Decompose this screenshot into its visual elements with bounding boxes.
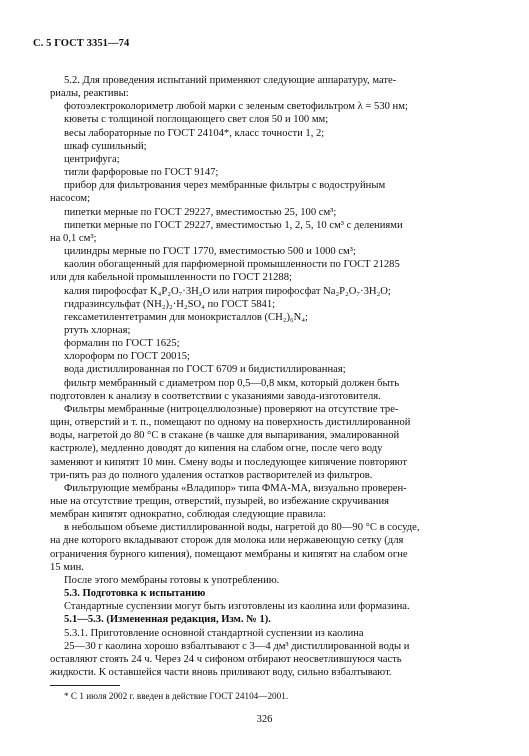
text-line: фильтр мембранный с диаметром пор 0,5—0,8 мкм, который должен быть [64,377,400,389]
text-line: воды, нагретой до 80 °С в стакане (в чашке для выпаривания, эмалированной [50,430,400,442]
text-line: на дне которого вкладывают сторож для молока или нержавеющую сетку (для [50,535,404,547]
text-line: 5.2. Для проведения испытаний применяют следующие аппаратуру, мате- [64,75,397,86]
text-line: цилиндры мерные по ГОСТ 1770, вместимостью 500 и 1000 см³; [64,246,356,258]
footnote: * С 1 июля 2002 г. введен в действие ГОСТ 24104—2001. [64,691,289,701]
text-line: гидразинсульфат (NH₂)₂·H₂SO₄ по ГОСТ 5841; [64,298,276,310]
text-line: После этого мембраны готовы к употреблению. [64,574,280,586]
text-line: жидкости. К оставшейся части вновь приливают воду, сильно взбалтывают. [50,667,392,679]
text-line: тигли фарфоровые по ГОСТ 9147; [64,167,219,179]
text-line: прибор для фильтрования через мембранные фильтры с водоструйным [64,180,386,192]
body-text [50,74,496,679]
text-line: центрифуга; [64,153,120,165]
text-line: Фильтры мембранные (нитроцеллюлозные) проверяют на отсутствие тре- [64,403,399,415]
page-number: 326 [256,714,273,725]
text-line: каолин обогащенный для парфюмерной промышленности по ГОСТ 21285 [64,259,400,271]
text-line: оставляют стоять 24 ч. Через 24 ч сифоном отбирают неосветлившуюся часть [50,653,402,665]
text-line: весы лабораторные по ГОСТ 24104*, класс точности 1, 2; [64,127,325,139]
text-line: шкаф сушильный; [64,140,147,152]
text-line: мембран кипятят однократно, соблюдая следующие правила: [50,509,326,521]
text-line: насосом; [50,193,91,205]
text-line: подготовлен к анализу в соответствии с указаниями завода-изготовителя. [50,390,381,402]
text-line: риалы, реактивы: [50,88,129,100]
text-line: пипетки мерные по ГОСТ 29227, вместимостью 25, 100 см³; [64,206,337,218]
text-line: в небольшом объеме дистиллированной воды, нагретой до 80—90 °С в сосуде, [64,522,420,534]
text-line: кюветы с толщиной поглощающего свет слоя 50 и 100 мм; [64,114,329,126]
text-line: Фильтрующие мембраны «Владипор» типа ФМА-МА, визуально проверен- [64,482,407,494]
text-line: 5.3. Подготовка к испытанию [64,588,206,600]
text-line: хлороформ по ГОСТ 20015; [64,351,190,363]
page-header: С. 5 ГОСТ 3351—74 [33,38,130,49]
text-line: фотоэлектроколориметр любой марки с зеленым светофильтром λ = 530 нм; [64,101,408,113]
text-line: вода дистиллированная по ГОСТ 6709 и бидистиллированная; [64,364,346,376]
text-line: Стандартные суспензии могут быть изготовлены из каолина или формазина. [64,601,410,613]
text-line: гексаметилентетрамин для монокристаллов (CH₂)₆N₄; [64,311,308,323]
text-line: 25—30 г каолина хорошо взбалтывают с 3—4 дм³ дистиллированной воды и [64,640,410,652]
footnote-divider [50,685,120,686]
text-line: заменяют и кипятят 10 мин. Смену воды и последующее кипячение повторяют [50,456,408,468]
text-line: щин, отверстий и т. п., помещают по одному на поверхность дистиллированной [50,417,411,429]
text-line: формалин по ГОСТ 1625; [64,338,180,350]
text-line: 5.3.1. Приготовление основной стандартной суспензии из каолина [64,627,364,639]
text-line: 15 мин. [50,561,84,573]
text-line: три-пять раз до полного удаления остатков растворителей из фильтров. [50,469,373,481]
text-line: на 0,1 см³; [50,232,97,244]
text-line: пипетки мерные по ГОСТ 29227, вместимостью 1, 2, 5, 10 см³ с делениями [64,219,403,231]
text-line: 5.1—5.3. (Измененная редакция, Изм. № 1). [64,614,271,626]
text-line: ные на отсутствие трещин, отверстий, пузырей, во избежание скручивания [50,496,389,507]
text-line: ртуть хлорная; [64,324,131,336]
text-line: кастрюле), медленно доводят до кипения на слабом огне, после чего воду [50,443,383,455]
text-line: калия пирофосфат K₄P₂O₇·3H₂O или натрия пирофосфат Na₂P₂O₇·3H₂O; [64,285,391,297]
text-line: ограничения бурного кипения), помещают мембраны и кипятят на слабом огне [50,548,408,560]
text-line: или для кабельной промышленности по ГОСТ 21288; [50,272,292,284]
